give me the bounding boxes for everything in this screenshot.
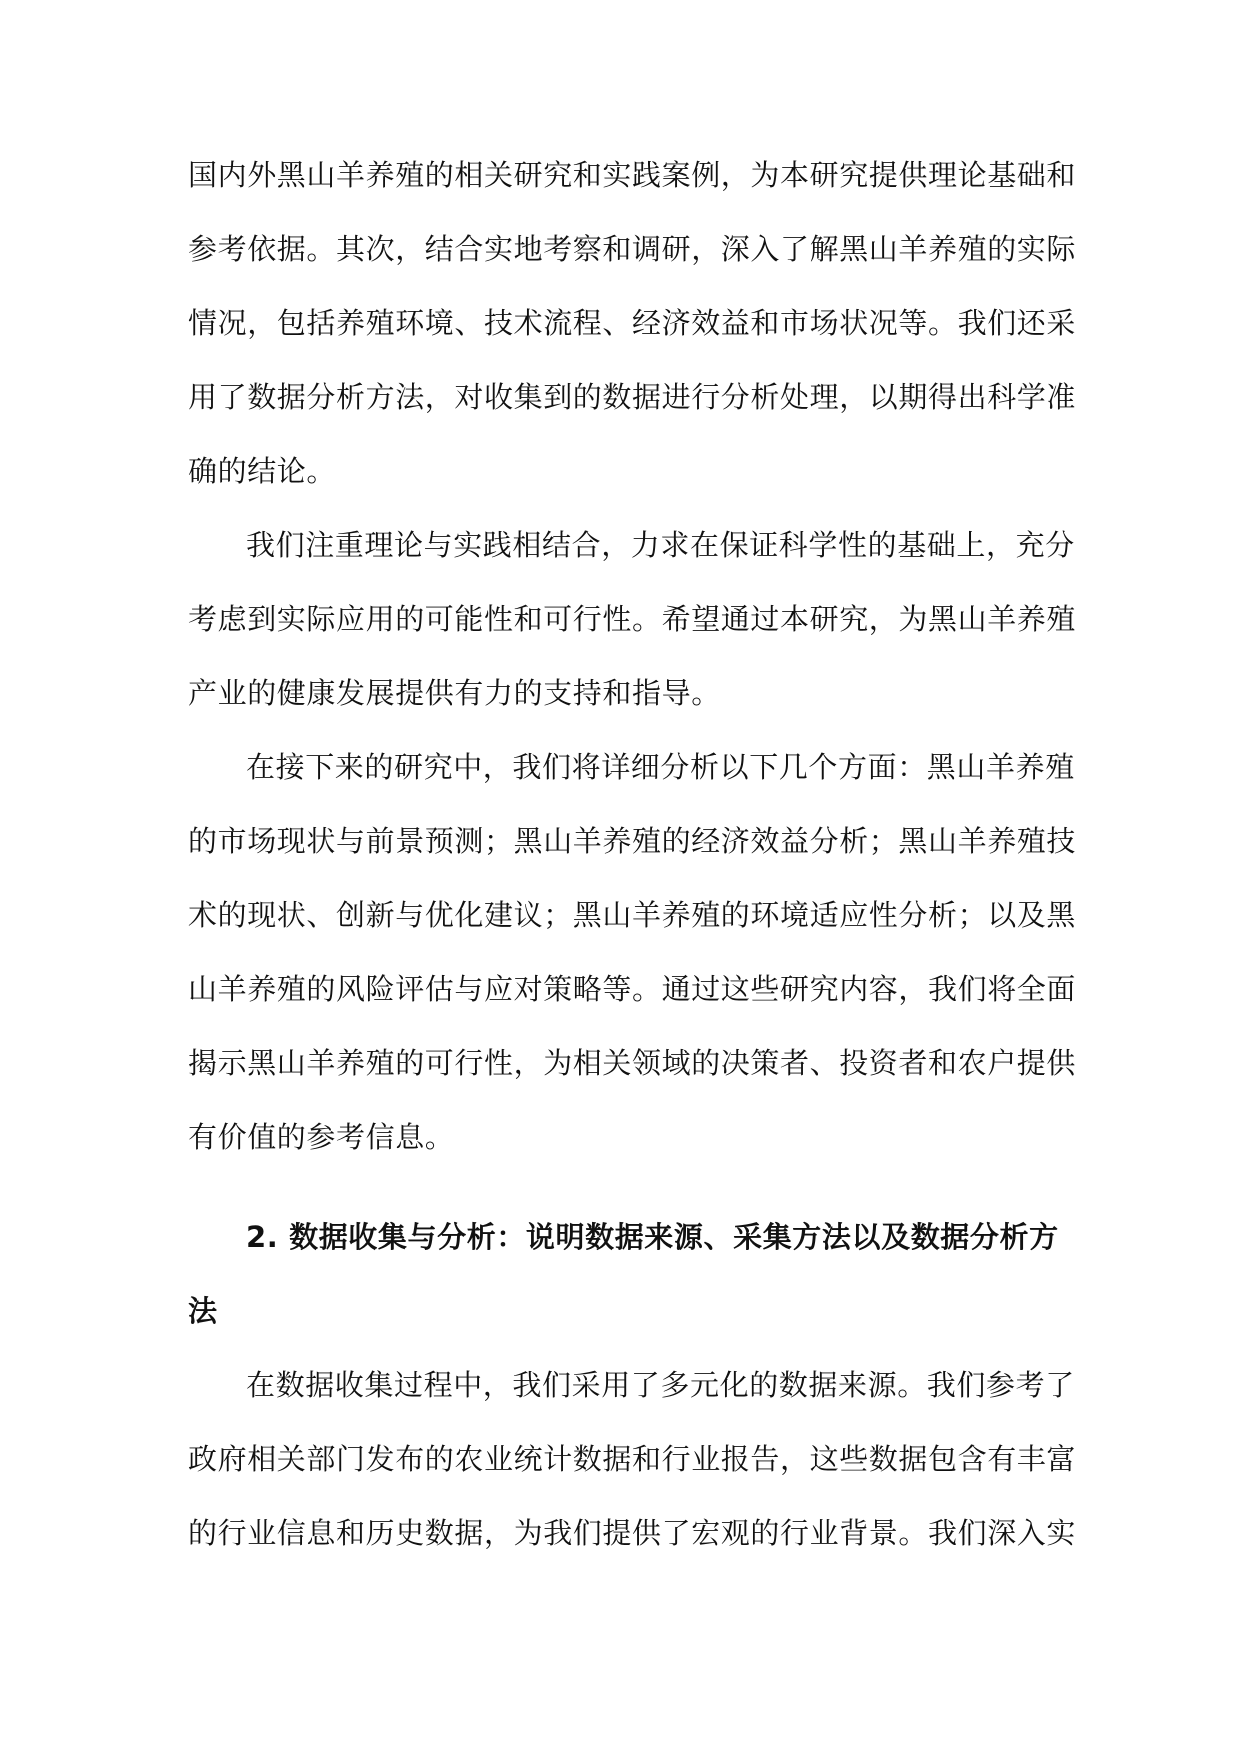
paragraph-line: 政府相关部门发布的农业统计数据和行业报告，这些数据包含有丰富 xyxy=(188,1442,1077,1476)
paragraph-line: 考虑到实际应用的可能性和可行性。希望通过本研究，为黑山羊养殖 xyxy=(188,602,1077,636)
paragraph-line: 有价值的参考信息。 xyxy=(188,1120,455,1154)
paragraph-line: 术的现状、创新与优化建议；黑山羊养殖的环境适应性分析；以及黑 xyxy=(188,898,1077,932)
paragraph-2 xyxy=(188,508,1077,730)
section-paragraph xyxy=(188,1348,1077,1570)
paragraph-3 xyxy=(188,730,1077,1174)
paragraph-line: 在数据收集过程中，我们采用了多元化的数据来源。我们参考了 xyxy=(246,1368,1075,1402)
paragraph-line: 山羊养殖的风险评估与应对策略等。通过这些研究内容，我们将全面 xyxy=(188,972,1077,1006)
paragraph-line: 国内外黑山羊养殖的相关研究和实践案例，为本研究提供理论基础和 xyxy=(188,158,1077,192)
section-number: 2. xyxy=(246,1220,279,1254)
paragraph-line: 参考依据。其次，结合实地考察和调研，深入了解黑山羊养殖的实际 xyxy=(188,232,1077,266)
paragraph-line: 揭示黑山羊养殖的可行性，为相关领域的决策者、投资者和农户提供 xyxy=(188,1046,1077,1080)
paragraph-line: 的市场现状与前景预测；黑山羊养殖的经济效益分析；黑山羊养殖技 xyxy=(188,824,1077,858)
document-body xyxy=(188,138,1077,1570)
paragraph-line: 的行业信息和历史数据，为我们提供了宏观的行业背景。我们深入实 xyxy=(188,1516,1077,1550)
paragraph-line: 确的结论。 xyxy=(188,454,337,488)
section-title: 数据收集与分析：说明数据来源、采集方法以及数据分析方 xyxy=(289,1220,1059,1254)
section-heading xyxy=(188,1200,1058,1348)
section-spacer xyxy=(188,1174,1058,1200)
section-heading-line xyxy=(188,1200,1058,1274)
paragraph-line: 产业的健康发展提供有力的支持和指导。 xyxy=(188,676,721,710)
paragraph-line: 我们注重理论与实践相结合，力求在保证科学性的基础上，充分 xyxy=(246,528,1075,562)
paragraph-line: 用了数据分析方法，对收集到的数据进行分析处理，以期得出科学准 xyxy=(188,380,1077,414)
section-heading-line: 法 xyxy=(188,1294,218,1328)
paragraph-line: 在接下来的研究中，我们将详细分析以下几个方面：黑山羊养殖 xyxy=(246,750,1075,784)
paragraph-1 xyxy=(188,138,1077,508)
paragraph-line: 情况，包括养殖环境、技术流程、经济效益和市场状况等。我们还采 xyxy=(188,306,1077,340)
